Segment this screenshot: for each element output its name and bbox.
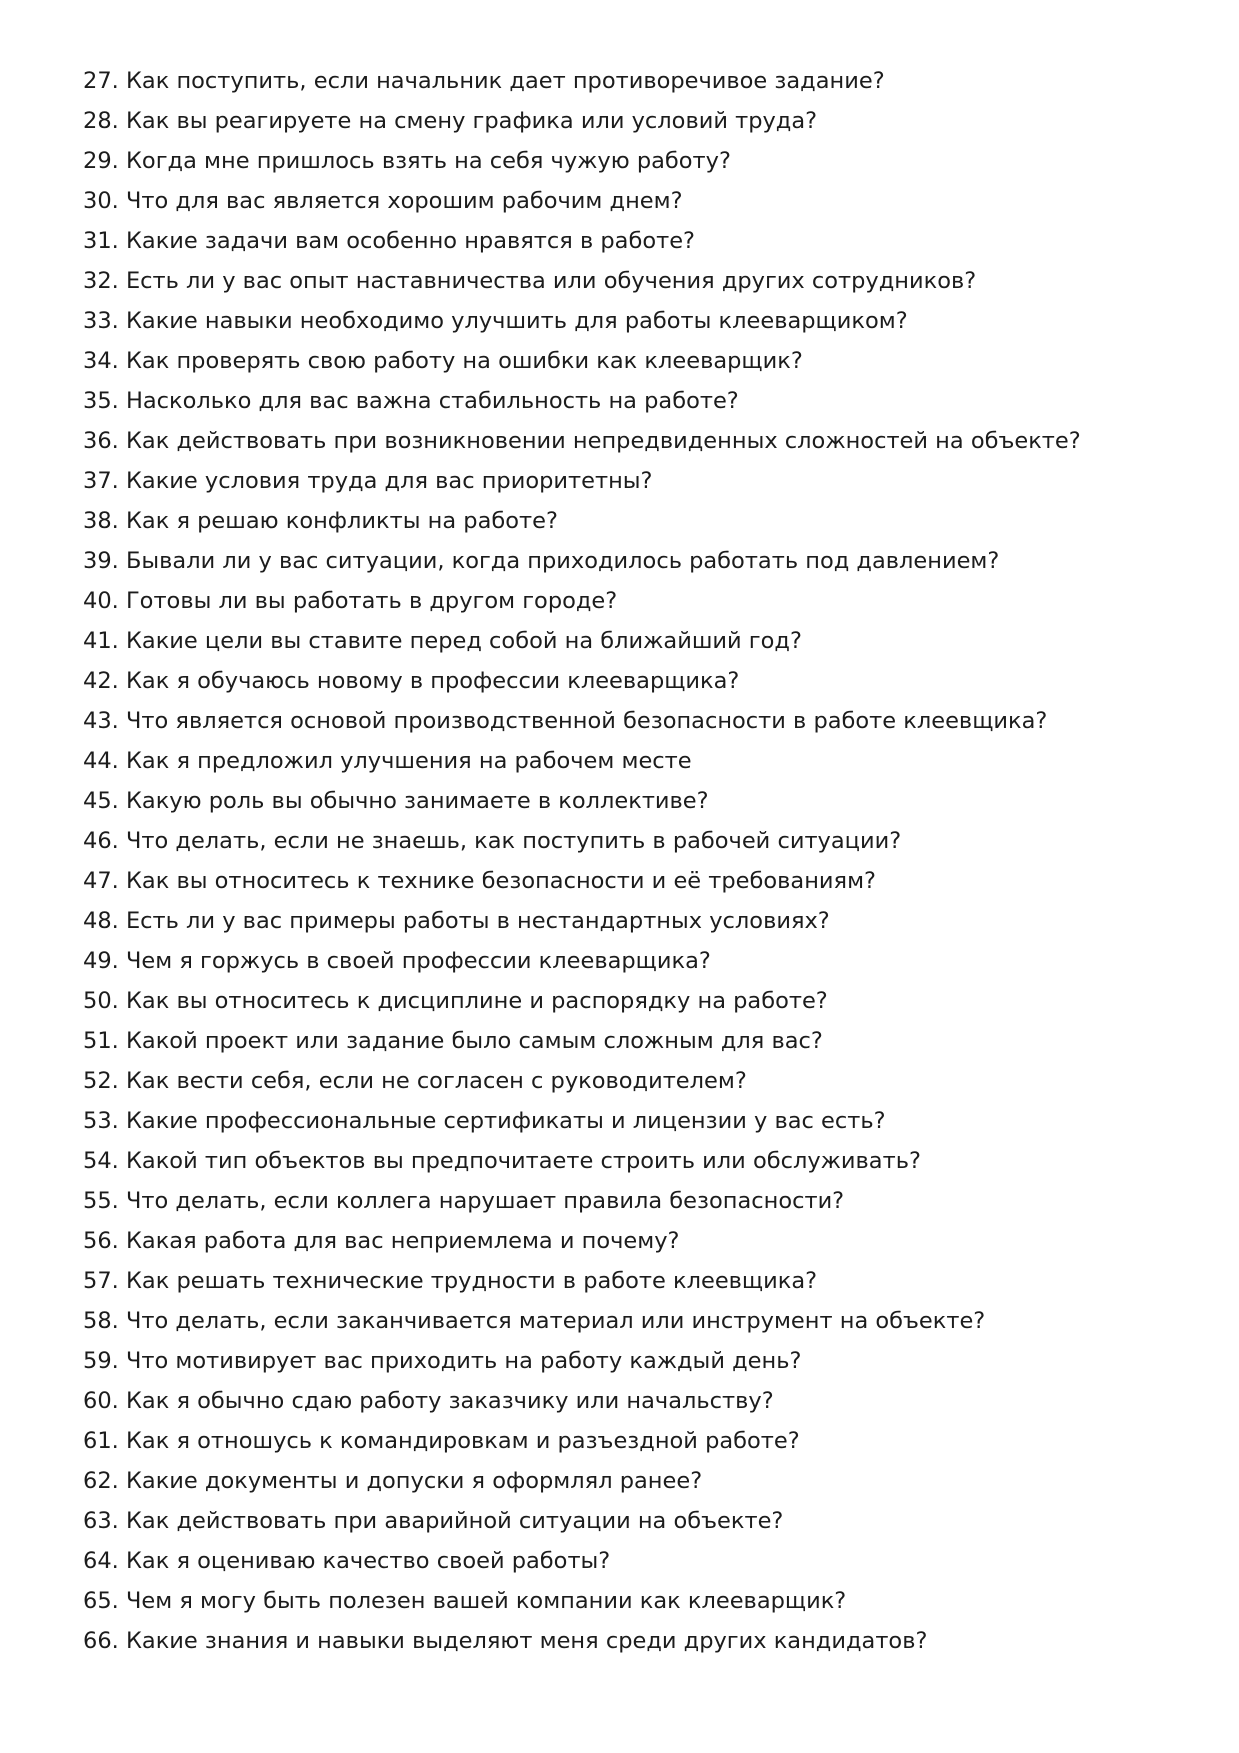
question-number: 46. <box>83 828 119 854</box>
question-number: 43. <box>83 708 119 734</box>
question-number: 65. <box>83 1588 119 1614</box>
question-number: 53. <box>83 1108 119 1134</box>
question-item <box>83 1341 1081 1381</box>
question-number: 62. <box>83 1468 119 1494</box>
question-text: Что делать, если коллега нарушает правила безопасности? <box>125 1188 845 1214</box>
question-text: Какую роль вы обычно занимаете в коллективе? <box>125 788 709 814</box>
question-text: Готовы ли вы работать в другом городе? <box>125 588 618 614</box>
question-number: 50. <box>83 988 119 1014</box>
question-item <box>83 461 1081 501</box>
question-item <box>83 621 1081 661</box>
question-item <box>83 421 1081 461</box>
question-number: 35. <box>83 388 119 414</box>
question-text: Насколько для вас важна стабильность на работе? <box>125 388 739 414</box>
question-list <box>83 61 1081 1661</box>
question-text: Какой тип объектов вы предпочитаете строить или обслуживать? <box>125 1148 921 1174</box>
question-number: 33. <box>83 308 119 334</box>
question-item <box>83 221 1081 261</box>
question-item <box>83 1541 1081 1581</box>
question-item <box>83 821 1081 861</box>
question-text: Какие задачи вам особенно нравятся в работе? <box>125 228 695 254</box>
question-text: Как решать технические трудности в работе клеевщика? <box>125 1268 818 1294</box>
question-number: 61. <box>83 1428 119 1454</box>
question-text: Чем я могу быть полезен вашей компании как клееварщик? <box>125 1588 847 1614</box>
question-number: 40. <box>83 588 119 614</box>
question-text: Какие условия труда для вас приоритетны? <box>125 468 653 494</box>
question-number: 45. <box>83 788 119 814</box>
question-text: Как вы относитесь к технике безопасности и её требованиям? <box>125 868 877 894</box>
question-item <box>83 541 1081 581</box>
question-number: 42. <box>83 668 119 694</box>
question-number: 39. <box>83 548 119 574</box>
question-number: 34. <box>83 348 119 374</box>
question-item <box>83 301 1081 341</box>
question-item <box>83 181 1081 221</box>
question-item <box>83 1501 1081 1541</box>
question-text: Как я предложил улучшения на рабочем месте <box>125 748 692 774</box>
question-item <box>83 861 1081 901</box>
question-number: 49. <box>83 948 119 974</box>
question-number: 28. <box>83 108 119 134</box>
question-number: 41. <box>83 628 119 654</box>
question-text: Как я обычно сдаю работу заказчику или начальству? <box>125 1388 774 1414</box>
question-item <box>83 1061 1081 1101</box>
question-number: 29. <box>83 148 119 174</box>
question-item <box>83 101 1081 141</box>
question-text: Есть ли у вас примеры работы в нестандартных условиях? <box>125 908 830 934</box>
question-item <box>83 1101 1081 1141</box>
question-text: Что делать, если не знаешь, как поступить в рабочей ситуации? <box>125 828 902 854</box>
question-number: 37. <box>83 468 119 494</box>
question-text: Есть ли у вас опыт наставничества или обучения других сотрудников? <box>125 268 977 294</box>
question-text: Как вести себя, если не согласен с руководителем? <box>125 1068 747 1094</box>
question-number: 31. <box>83 228 119 254</box>
question-number: 27. <box>83 68 119 94</box>
question-number: 56. <box>83 1228 119 1254</box>
question-item <box>83 981 1081 1021</box>
question-item <box>83 1301 1081 1341</box>
question-item <box>83 1261 1081 1301</box>
question-number: 51. <box>83 1028 119 1054</box>
question-text: Как проверять свою работу на ошибки как клееварщик? <box>125 348 803 374</box>
question-number: 44. <box>83 748 119 774</box>
question-item <box>83 581 1081 621</box>
question-text: Что является основой производственной безопасности в работе клеевщика? <box>125 708 1048 734</box>
question-number: 47. <box>83 868 119 894</box>
question-item <box>83 1141 1081 1181</box>
question-text: Как действовать при аварийной ситуации на объекте? <box>125 1508 784 1534</box>
question-item <box>83 1181 1081 1221</box>
question-number: 30. <box>83 188 119 214</box>
question-text: Как я решаю конфликты на работе? <box>125 508 558 534</box>
question-number: 57. <box>83 1268 119 1294</box>
question-number: 58. <box>83 1308 119 1334</box>
question-item <box>83 1381 1081 1421</box>
question-item <box>83 741 1081 781</box>
question-item <box>83 1461 1081 1501</box>
question-text: Бывали ли у вас ситуации, когда приходилось работать под давлением? <box>125 548 1000 574</box>
question-number: 38. <box>83 508 119 534</box>
question-number: 36. <box>83 428 119 454</box>
question-text: Какие профессиональные сертификаты и лицензии у вас есть? <box>125 1108 886 1134</box>
question-item <box>83 501 1081 541</box>
question-text: Как поступить, если начальник дает противоречивое задание? <box>125 68 885 94</box>
question-item <box>83 61 1081 101</box>
question-item <box>83 1021 1081 1061</box>
question-item <box>83 901 1081 941</box>
question-text: Что мотивирует вас приходить на работу каждый день? <box>125 1348 802 1374</box>
question-text: Что для вас является хорошим рабочим днем? <box>125 188 683 214</box>
question-text: Как я обучаюсь новому в профессии клееварщика? <box>125 668 740 694</box>
question-item <box>83 381 1081 421</box>
question-text: Что делать, если заканчивается материал или инструмент на объекте? <box>125 1308 986 1334</box>
question-text: Как я оцениваю качество своей работы? <box>125 1548 611 1574</box>
question-number: 52. <box>83 1068 119 1094</box>
question-number: 32. <box>83 268 119 294</box>
question-text: Какие навыки необходимо улучшить для работы клееварщиком? <box>125 308 908 334</box>
question-text: Какая работа для вас неприемлема и почему? <box>125 1228 680 1254</box>
question-number: 64. <box>83 1548 119 1574</box>
question-item <box>83 701 1081 741</box>
question-text: Как вы относитесь к дисциплине и распорядку на работе? <box>125 988 828 1014</box>
question-item <box>83 341 1081 381</box>
question-item <box>83 781 1081 821</box>
question-text: Как действовать при возникновении непредвиденных сложностей на объекте? <box>125 428 1081 454</box>
question-number: 60. <box>83 1388 119 1414</box>
question-item <box>83 941 1081 981</box>
question-number: 48. <box>83 908 119 934</box>
question-text: Как вы реагируете на смену графика или условий труда? <box>125 108 818 134</box>
question-text: Какие документы и допуски я оформлял ранее? <box>125 1468 703 1494</box>
question-item <box>83 1421 1081 1461</box>
question-item <box>83 1221 1081 1261</box>
question-text: Как я отношусь к командировкам и разъездной работе? <box>125 1428 800 1454</box>
question-number: 66. <box>83 1628 119 1654</box>
question-text: Чем я горжусь в своей профессии клееварщика? <box>125 948 711 974</box>
question-text: Когда мне пришлось взять на себя чужую работу? <box>125 148 731 174</box>
question-item <box>83 261 1081 301</box>
question-text: Какие знания и навыки выделяют меня среди других кандидатов? <box>125 1628 928 1654</box>
question-item <box>83 1581 1081 1621</box>
question-number: 55. <box>83 1188 119 1214</box>
question-number: 59. <box>83 1348 119 1374</box>
question-item <box>83 1621 1081 1661</box>
question-text: Какие цели вы ставите перед собой на ближайший год? <box>125 628 802 654</box>
question-number: 63. <box>83 1508 119 1534</box>
question-text: Какой проект или задание было самым сложным для вас? <box>125 1028 823 1054</box>
question-item <box>83 141 1081 181</box>
question-number: 54. <box>83 1148 119 1174</box>
question-item <box>83 661 1081 701</box>
